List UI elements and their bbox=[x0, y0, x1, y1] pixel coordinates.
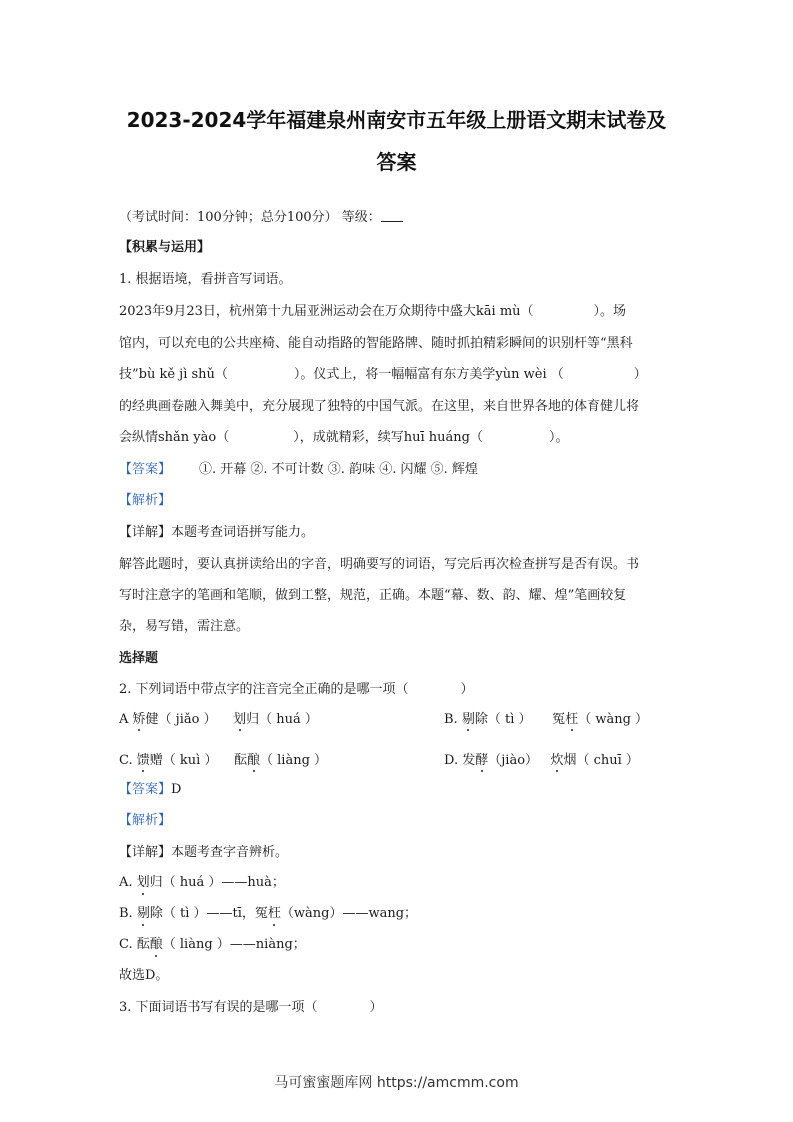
q1-paragraph-line4: 的经典画卷融入舞美中，充分展现了独特的中国气派。在这里，来自世界各地的体育健儿将 bbox=[119, 399, 640, 414]
q2-detail: 【详解】本题考查字音辨析。 bbox=[119, 845, 289, 860]
q3-title: 3. 下面词语书写有误的是哪一项（ ） bbox=[119, 1000, 383, 1015]
q2-explanation-b: B. 剔除（ tì ）——tī，冤枉（wàng）——wang； bbox=[119, 906, 418, 921]
q1-paragraph-line1: 2023年9月23日，杭州第十九届亚洲运动会在万众期待中盛大kāi mù（ ）。场 bbox=[119, 304, 627, 319]
doc-title-line1: 2023-2024学年福建泉州南安市五年级上册语文期末试卷及 bbox=[126, 108, 667, 132]
q2-option-b[interactable]: B. 剔除（ tì ） 冤枉（ wàng ） bbox=[444, 708, 648, 727]
q2-option-a[interactable]: A 矫健（ jiǎo ） 划归（ huá ） bbox=[119, 708, 318, 727]
q2-option-d[interactable]: D. 发酵（jiào） 炊烟（ chuī ） bbox=[444, 749, 639, 768]
section-heading-choice: 选择题 bbox=[119, 651, 159, 666]
q2-answer: 【答案】D bbox=[119, 782, 182, 797]
q1-title: 1. 根据语境，看拼音写词语。 bbox=[119, 272, 292, 287]
doc-title-line2: 答案 bbox=[376, 150, 417, 174]
q2-conclusion: 故选D。 bbox=[119, 968, 169, 983]
q2-explanation-c: C. 酝酿（ liàng ）——niàng； bbox=[119, 937, 306, 952]
q2-explanation-a: A. 划归（ huá ）——huà； bbox=[119, 875, 285, 890]
q2-title: 2. 下列词语中带点字的注音完全正确的是哪一项（ ） bbox=[119, 682, 474, 697]
footer-watermark: 马可蜜蜜题库网 https://amcmm.com bbox=[274, 1075, 519, 1091]
q1-answer: 【答案】 ①. 开幕 ②. 不可计数 ③. 韵味 ④. 闪耀 ⑤. 辉煌 bbox=[119, 462, 478, 477]
q1-detail: 【详解】本题考查词语拼写能力。 bbox=[119, 525, 315, 540]
q2-analysis-label: 【解析】 bbox=[119, 813, 172, 828]
exam-info: （考试时间：100分钟；总分100分） 等级： bbox=[119, 209, 403, 226]
q2-option-c[interactable]: C. 馈赠（ kuì ） 酝酿（ liàng ） bbox=[119, 749, 327, 768]
q1-explanation-line1: 解答此题时，要认真拼读给出的字音，明确要写的词语，写完后再次检查拼写是否有误。书 bbox=[119, 557, 640, 572]
q1-paragraph-line5: 会纵情shǎn yào（ ），成就精彩，续写huī huáng（ ）。 bbox=[119, 430, 569, 445]
q1-paragraph-line3: 技”bù kě jì shǔ（ ）。仪式上，将一幅幅富有东方美学yùn wèi （ ） bbox=[119, 367, 647, 382]
grade-blank bbox=[381, 209, 403, 222]
q1-analysis-label: 【解析】 bbox=[119, 493, 172, 508]
section-heading-accumulation: 【积累与运用】 bbox=[119, 240, 211, 255]
q1-paragraph-line2: 馆内，可以充电的公共座椅、能自动指路的智能路牌、随时抓拍精彩瞬间的识别杆等“黑科 bbox=[119, 336, 633, 351]
q1-explanation-line2: 写时注意字的笔画和笔顺，做到工整，规范，正确。本题“幕、数、韵、耀、煌”笔画较复 bbox=[119, 588, 627, 603]
q1-explanation-line3: 杂，易写错，需注意。 bbox=[119, 619, 250, 634]
